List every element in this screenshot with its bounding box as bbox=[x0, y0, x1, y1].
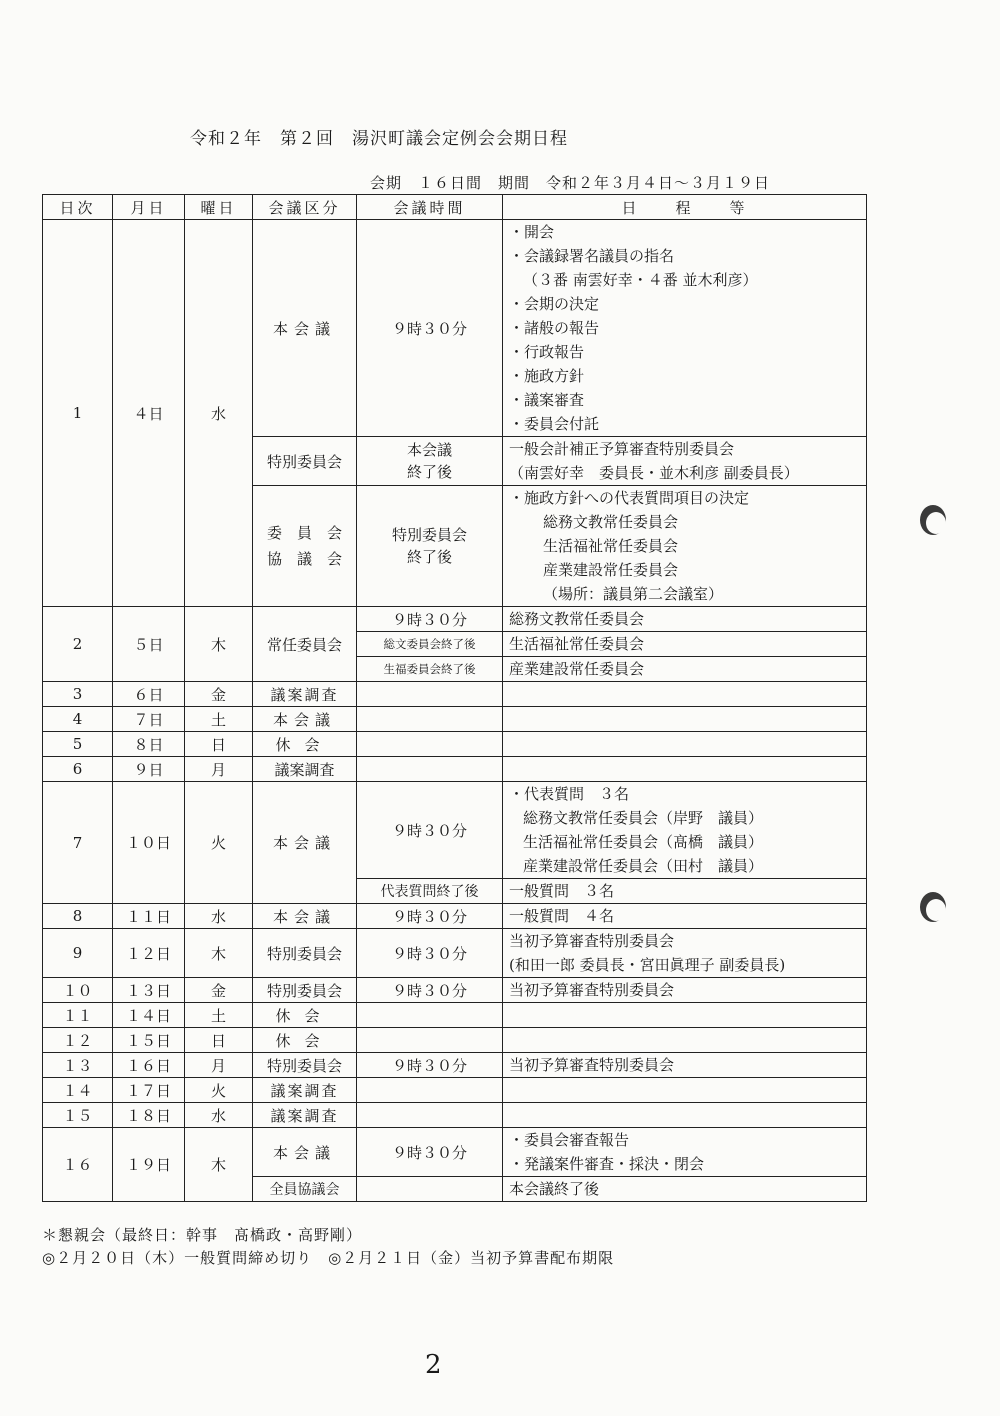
day-number: １４ bbox=[43, 1078, 113, 1103]
schedule-item: ・代表質問 ３名 bbox=[509, 785, 630, 803]
table-row bbox=[43, 732, 867, 757]
meeting-type: 休会 bbox=[253, 1003, 357, 1028]
meeting-time: 総文委員会終了後 bbox=[357, 632, 503, 657]
schedule-item: 一般質問 ３名 bbox=[503, 879, 867, 904]
schedule-item bbox=[503, 1003, 867, 1028]
header-meeting-time: 会議時間 bbox=[357, 195, 503, 220]
weekday: 月 bbox=[185, 1053, 253, 1078]
weekday: 日 bbox=[185, 1028, 253, 1053]
schedule-item: 産業建設常任委員会 bbox=[503, 657, 867, 682]
weekday: 水 bbox=[185, 1103, 253, 1128]
schedule-item bbox=[503, 1028, 867, 1053]
header-date: 月日 bbox=[113, 195, 185, 220]
page-number: 2 bbox=[425, 1350, 442, 1380]
meeting-time bbox=[357, 1177, 503, 1202]
schedule-item: ・行政報告 bbox=[509, 343, 585, 361]
date: １１日 bbox=[113, 904, 185, 929]
day-number: 6 bbox=[43, 757, 113, 782]
meeting-time bbox=[357, 682, 503, 707]
meeting-type: 議案調査 bbox=[253, 682, 357, 707]
meeting-type: 常任委員会 bbox=[253, 607, 357, 682]
schedule-item bbox=[503, 757, 867, 782]
schedule-item bbox=[503, 1103, 867, 1128]
day-number: 4 bbox=[43, 707, 113, 732]
day-number: １６ bbox=[43, 1128, 113, 1202]
meeting-time: ９時３０分 bbox=[357, 782, 503, 879]
schedule-item: ・施政方針への代表質問項目の決定 bbox=[509, 489, 750, 507]
meeting-type: 本会議 bbox=[253, 1128, 357, 1177]
day-number: １０ bbox=[43, 978, 113, 1003]
meeting-time-line: 終了後 bbox=[406, 548, 452, 566]
meeting-type: 本会議 bbox=[253, 782, 357, 904]
day-number: １３ bbox=[43, 1053, 113, 1078]
meeting-type: 本会議 bbox=[253, 707, 357, 732]
header-day-number: 日次 bbox=[43, 195, 113, 220]
date: ５日 bbox=[113, 607, 185, 682]
table-row bbox=[43, 1028, 867, 1053]
meeting-type-line: 委 員 会 bbox=[266, 524, 342, 542]
weekday: 火 bbox=[185, 782, 253, 904]
schedule-item: 当初予算審査特別委員会 bbox=[509, 932, 675, 950]
date: ８日 bbox=[113, 732, 185, 757]
schedule-item: 本会議終了後 bbox=[503, 1177, 867, 1202]
date: ９日 bbox=[113, 757, 185, 782]
schedule-item: ・委員会審査報告 bbox=[509, 1131, 630, 1149]
date: ７日 bbox=[113, 707, 185, 732]
schedule-item: (和田一郎 委員長・宮田眞理子 副委員長) bbox=[509, 956, 786, 974]
note-social-gathering: ＊懇親会（最終日：幹事 髙橋政・高野剛） bbox=[42, 1226, 363, 1244]
weekday: 木 bbox=[185, 607, 253, 682]
date: １８日 bbox=[113, 1103, 185, 1128]
table-row bbox=[43, 220, 867, 437]
meeting-type: 本会議 bbox=[253, 904, 357, 929]
meeting-time: ９時３０分 bbox=[357, 1128, 503, 1177]
session-period: 会期 １６日間 期間 令和２年３月４日～３月１９日 bbox=[370, 174, 771, 192]
date: １２日 bbox=[113, 929, 185, 978]
table-row bbox=[43, 978, 867, 1003]
day-number: 2 bbox=[43, 607, 113, 682]
schedule-item: 産業建設常任委員会（田村 議員） bbox=[523, 857, 764, 875]
schedule-items bbox=[503, 782, 867, 879]
table-row bbox=[43, 1078, 867, 1103]
meeting-time bbox=[357, 1078, 503, 1103]
meeting-time: ９時３０分 bbox=[357, 607, 503, 632]
date: １５日 bbox=[113, 1028, 185, 1053]
weekday: 日 bbox=[185, 732, 253, 757]
table-row bbox=[43, 707, 867, 732]
day-number: 3 bbox=[43, 682, 113, 707]
day-number: 1 bbox=[43, 220, 113, 607]
schedule-items bbox=[503, 1128, 867, 1177]
weekday: 土 bbox=[185, 707, 253, 732]
schedule-items bbox=[503, 486, 867, 607]
table-row bbox=[43, 782, 867, 879]
meeting-type: 休会 bbox=[253, 732, 357, 757]
meeting-time: ９時３０分 bbox=[357, 929, 503, 978]
schedule-item: ・議案審査 bbox=[509, 391, 585, 409]
document-title: 令和２年 第２回 湯沢町議会定例会会期日程 bbox=[190, 129, 568, 149]
meeting-type bbox=[253, 486, 357, 607]
meeting-time bbox=[357, 732, 503, 757]
schedule-item: 一般質問 ４名 bbox=[503, 904, 867, 929]
header-schedule: 日 程 等 bbox=[503, 195, 867, 220]
schedule-item: （南雲好幸 委員長・並木利彦 副委員長） bbox=[509, 464, 799, 482]
schedule-item: （３番 南雲好幸・４番 並木利彦） bbox=[523, 271, 758, 289]
weekday: 土 bbox=[185, 1003, 253, 1028]
date: ４日 bbox=[113, 220, 185, 607]
weekday: 金 bbox=[185, 682, 253, 707]
meeting-type: 特別委員会 bbox=[253, 929, 357, 978]
punch-hole-icon bbox=[920, 892, 946, 922]
weekday: 月 bbox=[185, 757, 253, 782]
schedule-item: 生活福祉常任委員会（髙橋 議員） bbox=[523, 833, 764, 851]
meeting-type: 本会議 bbox=[253, 220, 357, 437]
schedule-item: ・諸般の報告 bbox=[509, 319, 600, 337]
meeting-type: 議案調査 bbox=[253, 1103, 357, 1128]
table-row bbox=[43, 682, 867, 707]
schedule-item: ・開会 bbox=[509, 223, 555, 241]
weekday: 水 bbox=[185, 220, 253, 607]
schedule-item: 総務文教常任委員会 bbox=[503, 607, 867, 632]
schedule-item: 総務文教常任委員会（岸野 議員） bbox=[523, 809, 764, 827]
schedule-item: ・施政方針 bbox=[509, 367, 585, 385]
header-weekday: 曜日 bbox=[185, 195, 253, 220]
schedule-item bbox=[503, 732, 867, 757]
meeting-time bbox=[357, 707, 503, 732]
date: １７日 bbox=[113, 1078, 185, 1103]
day-number: １１ bbox=[43, 1003, 113, 1028]
schedule-items bbox=[503, 437, 867, 486]
date: １６日 bbox=[113, 1053, 185, 1078]
day-number: 9 bbox=[43, 929, 113, 978]
table-row bbox=[43, 1103, 867, 1128]
meeting-time-line: 特別委員会 bbox=[391, 526, 467, 544]
schedule-item: 産業建設常任委員会 bbox=[543, 561, 679, 579]
weekday: 木 bbox=[185, 929, 253, 978]
meeting-time bbox=[357, 1028, 503, 1053]
table-row bbox=[43, 1053, 867, 1078]
meeting-time bbox=[357, 486, 503, 607]
date: ６日 bbox=[113, 682, 185, 707]
punch-hole-icon bbox=[920, 505, 946, 535]
schedule-item bbox=[503, 682, 867, 707]
date: １４日 bbox=[113, 1003, 185, 1028]
schedule-item: ・委員会付託 bbox=[509, 415, 600, 433]
weekday: 水 bbox=[185, 904, 253, 929]
date: １９日 bbox=[113, 1128, 185, 1202]
weekday: 火 bbox=[185, 1078, 253, 1103]
schedule-item: 当初予算審査特別委員会 bbox=[503, 978, 867, 1003]
meeting-time: 生福委員会終了後 bbox=[357, 657, 503, 682]
table-row bbox=[43, 904, 867, 929]
meeting-type: 休会 bbox=[253, 1028, 357, 1053]
day-number: 8 bbox=[43, 904, 113, 929]
table-row bbox=[43, 1128, 867, 1177]
meeting-type: 議案調査 bbox=[253, 1078, 357, 1103]
table-row bbox=[43, 1003, 867, 1028]
meeting-time: ９時３０分 bbox=[357, 220, 503, 437]
meeting-time-line: 本会議 bbox=[406, 441, 452, 459]
schedule-item: 生活福祉常任委員会 bbox=[543, 537, 679, 555]
meeting-time-line: 終了後 bbox=[406, 463, 452, 481]
table-row bbox=[43, 929, 867, 978]
meeting-type: 議案調査 bbox=[253, 757, 357, 782]
schedule-item: （場所：議員第二会議室） bbox=[543, 585, 724, 603]
meeting-type: 特別委員会 bbox=[253, 1053, 357, 1078]
schedule-items bbox=[503, 929, 867, 978]
date: １０日 bbox=[113, 782, 185, 904]
day-number: 5 bbox=[43, 732, 113, 757]
meeting-time: 代表質問終了後 bbox=[357, 879, 503, 904]
schedule-items bbox=[503, 220, 867, 437]
schedule-item: ・会議録署名議員の指名 bbox=[509, 247, 675, 265]
table-row bbox=[43, 757, 867, 782]
meeting-type: 特別委員会 bbox=[253, 978, 357, 1003]
meeting-time: ９時３０分 bbox=[357, 1053, 503, 1078]
meeting-type: 全員協議会 bbox=[253, 1177, 357, 1202]
meeting-time bbox=[357, 1103, 503, 1128]
schedule-item: ・会期の決定 bbox=[509, 295, 600, 313]
meeting-time bbox=[357, 437, 503, 486]
schedule-item: 一般会計補正予算審査特別委員会 bbox=[509, 440, 735, 458]
day-number: 7 bbox=[43, 782, 113, 904]
schedule-item: 総務文教常任委員会 bbox=[543, 513, 679, 531]
schedule-item bbox=[503, 1078, 867, 1103]
date: １３日 bbox=[113, 978, 185, 1003]
table-row bbox=[43, 607, 867, 632]
schedule-item: 生活福祉常任委員会 bbox=[503, 632, 867, 657]
schedule-item: 当初予算審査特別委員会 bbox=[503, 1053, 867, 1078]
schedule-item: ・発議案件審査・採決・閉会 bbox=[509, 1155, 705, 1173]
schedule-table bbox=[42, 194, 867, 1202]
schedule-item bbox=[503, 707, 867, 732]
meeting-time bbox=[357, 1003, 503, 1028]
meeting-time: ９時３０分 bbox=[357, 904, 503, 929]
weekday: 金 bbox=[185, 978, 253, 1003]
day-number: １５ bbox=[43, 1103, 113, 1128]
meeting-type-line: 協 議 会 bbox=[266, 550, 342, 568]
header-meeting-type: 会議区分 bbox=[253, 195, 357, 220]
day-number: １２ bbox=[43, 1028, 113, 1053]
meeting-type: 特別委員会 bbox=[253, 437, 357, 486]
weekday: 木 bbox=[185, 1128, 253, 1202]
note-deadlines: ◎２月２０日（木）一般質問締め切り ◎２月２１日（金）当初予算書配布期限 bbox=[42, 1249, 615, 1267]
meeting-time bbox=[357, 757, 503, 782]
meeting-time: ９時３０分 bbox=[357, 978, 503, 1003]
header-row bbox=[43, 195, 867, 220]
